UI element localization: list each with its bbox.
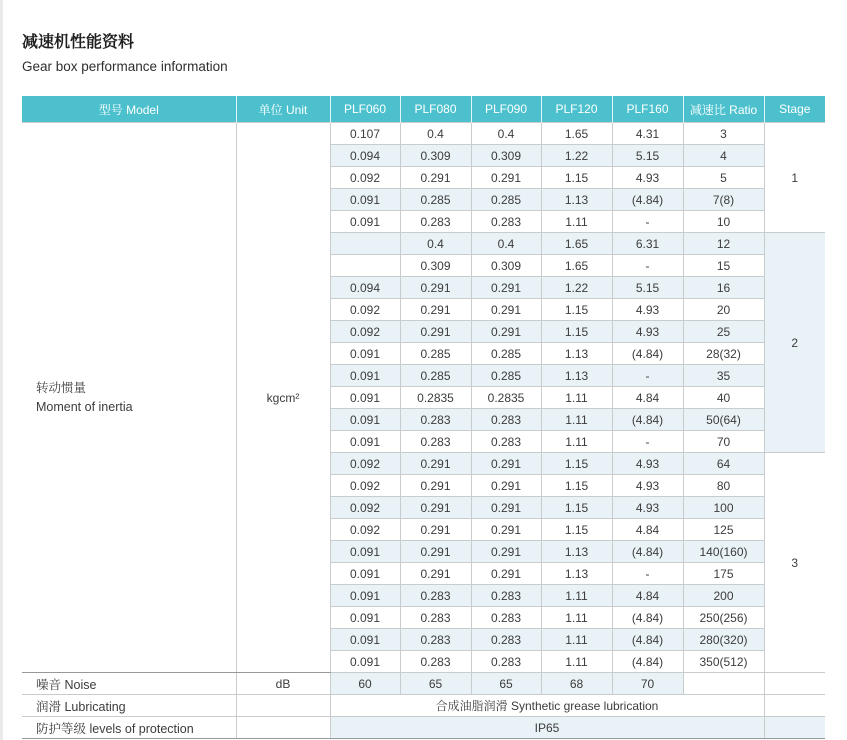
noise-stage-cell bbox=[764, 673, 825, 695]
ratio-cell: 4 bbox=[683, 145, 764, 167]
ratio-cell: 175 bbox=[683, 563, 764, 585]
value-cell: 1.11 bbox=[541, 387, 612, 409]
page-title-zh: 减速机性能资料 bbox=[22, 34, 135, 51]
value-cell: 1.13 bbox=[541, 365, 612, 387]
value-cell: 4.84 bbox=[612, 519, 683, 541]
stage-cell: 3 bbox=[764, 453, 825, 673]
value-cell: 0.091 bbox=[330, 365, 400, 387]
value-cell: 0.291 bbox=[471, 475, 541, 497]
value-cell: 1.11 bbox=[541, 629, 612, 651]
value-cell: 0.091 bbox=[330, 211, 400, 233]
value-cell: - bbox=[612, 365, 683, 387]
ratio-cell: 28(32) bbox=[683, 343, 764, 365]
value-cell: 0.291 bbox=[471, 563, 541, 585]
value-cell: 0.107 bbox=[330, 123, 400, 145]
value-cell: 0.091 bbox=[330, 651, 400, 673]
value-cell: 0.091 bbox=[330, 189, 400, 211]
ratio-cell: 280(320) bbox=[683, 629, 764, 651]
value-cell: 0.091 bbox=[330, 541, 400, 563]
value-cell: 0.094 bbox=[330, 145, 400, 167]
value-cell: - bbox=[612, 563, 683, 585]
value-cell: - bbox=[612, 211, 683, 233]
value-cell: 0.309 bbox=[400, 255, 471, 277]
lubricating-stage-cell bbox=[764, 695, 825, 717]
ratio-cell: 50(64) bbox=[683, 409, 764, 431]
page-title-en: Gear box performance information bbox=[22, 59, 228, 75]
value-cell: 1.13 bbox=[541, 189, 612, 211]
value-cell: 0.091 bbox=[330, 431, 400, 453]
header-row bbox=[22, 96, 825, 123]
value-cell bbox=[330, 233, 400, 255]
value-cell: (4.84) bbox=[612, 651, 683, 673]
value-cell: 0.091 bbox=[330, 409, 400, 431]
value-cell: 0.291 bbox=[400, 563, 471, 585]
value-cell: 0.091 bbox=[330, 387, 400, 409]
value-cell: 1.11 bbox=[541, 607, 612, 629]
noise-value-cell: 65 bbox=[471, 673, 541, 695]
value-cell: 1.15 bbox=[541, 519, 612, 541]
value-cell: 0.4 bbox=[471, 233, 541, 255]
value-cell: 0.291 bbox=[400, 299, 471, 321]
value-cell: 0.285 bbox=[471, 189, 541, 211]
ratio-cell: 20 bbox=[683, 299, 764, 321]
value-cell: 0.4 bbox=[400, 233, 471, 255]
value-cell: 0.285 bbox=[471, 365, 541, 387]
noise-value-cell: 65 bbox=[400, 673, 471, 695]
value-cell: 0.291 bbox=[400, 277, 471, 299]
value-cell: 0.291 bbox=[471, 541, 541, 563]
value-cell: 5.15 bbox=[612, 145, 683, 167]
protection-row bbox=[22, 717, 825, 739]
value-cell: 0.283 bbox=[471, 211, 541, 233]
ratio-cell: 140(160) bbox=[683, 541, 764, 563]
ratio-cell: 100 bbox=[683, 497, 764, 519]
value-cell: 1.11 bbox=[541, 651, 612, 673]
value-cell: - bbox=[612, 255, 683, 277]
value-cell: 1.65 bbox=[541, 255, 612, 277]
value-cell: 0.4 bbox=[471, 123, 541, 145]
table-row bbox=[22, 123, 825, 145]
noise-row bbox=[22, 673, 825, 695]
value-cell: 0.283 bbox=[400, 409, 471, 431]
ratio-cell: 12 bbox=[683, 233, 764, 255]
value-cell: 4.84 bbox=[612, 585, 683, 607]
inertia-label-cell bbox=[22, 123, 236, 673]
ratio-cell: 80 bbox=[683, 475, 764, 497]
lubricating-row bbox=[22, 695, 825, 717]
value-cell: 1.65 bbox=[541, 123, 612, 145]
value-cell: 0.2835 bbox=[400, 387, 471, 409]
value-cell: 0.291 bbox=[400, 475, 471, 497]
value-cell: 0.4 bbox=[400, 123, 471, 145]
value-cell: 0.283 bbox=[471, 651, 541, 673]
value-cell: 0.283 bbox=[471, 585, 541, 607]
ratio-cell: 16 bbox=[683, 277, 764, 299]
value-cell: (4.84) bbox=[612, 343, 683, 365]
value-cell: 0.092 bbox=[330, 519, 400, 541]
value-cell: 0.291 bbox=[471, 321, 541, 343]
lubricating-unit-cell bbox=[236, 695, 330, 717]
column-header-4: PLF080 bbox=[400, 96, 471, 123]
value-cell: 0.092 bbox=[330, 453, 400, 475]
value-cell: 1.13 bbox=[541, 563, 612, 585]
value-cell: 0.283 bbox=[400, 629, 471, 651]
column-header-9: Stage bbox=[764, 96, 825, 123]
ratio-cell: 64 bbox=[683, 453, 764, 475]
ratio-cell: 10 bbox=[683, 211, 764, 233]
value-cell: (4.84) bbox=[612, 607, 683, 629]
inertia-unit-cell: kgcm² bbox=[236, 123, 330, 673]
value-cell: 0.291 bbox=[400, 519, 471, 541]
value-cell: 1.11 bbox=[541, 211, 612, 233]
value-cell: 0.291 bbox=[471, 497, 541, 519]
value-cell: 4.93 bbox=[612, 497, 683, 519]
protection-stage-cell bbox=[764, 717, 825, 739]
value-cell: 0.283 bbox=[471, 431, 541, 453]
ratio-cell: 70 bbox=[683, 431, 764, 453]
noise-unit-cell: dB bbox=[236, 673, 330, 695]
column-header-5: PLF090 bbox=[471, 96, 541, 123]
value-cell: 5.15 bbox=[612, 277, 683, 299]
value-cell: 0.291 bbox=[471, 167, 541, 189]
noise-value-cell: 68 bbox=[541, 673, 612, 695]
value-cell: 0.091 bbox=[330, 607, 400, 629]
value-cell: 0.092 bbox=[330, 321, 400, 343]
value-cell: 0.283 bbox=[471, 409, 541, 431]
value-cell: 1.11 bbox=[541, 431, 612, 453]
ratio-cell: 350(512) bbox=[683, 651, 764, 673]
value-cell: 0.291 bbox=[400, 541, 471, 563]
value-cell: 0.091 bbox=[330, 629, 400, 651]
value-cell: 0.309 bbox=[400, 145, 471, 167]
value-cell bbox=[330, 255, 400, 277]
value-cell: 1.22 bbox=[541, 277, 612, 299]
ratio-cell: 15 bbox=[683, 255, 764, 277]
column-header-6: PLF120 bbox=[541, 96, 612, 123]
value-cell: 1.11 bbox=[541, 409, 612, 431]
inertia-label-zh: 转动惯量 bbox=[36, 380, 87, 395]
value-cell: 4.93 bbox=[612, 453, 683, 475]
value-cell: 0.092 bbox=[330, 167, 400, 189]
value-cell: 0.283 bbox=[400, 211, 471, 233]
value-cell: 1.15 bbox=[541, 453, 612, 475]
value-cell: 0.291 bbox=[400, 453, 471, 475]
value-cell: 4.93 bbox=[612, 167, 683, 189]
value-cell: 0.092 bbox=[330, 497, 400, 519]
ratio-cell: 25 bbox=[683, 321, 764, 343]
inertia-label-en: Moment of inertia bbox=[36, 399, 133, 414]
noise-ratio-cell bbox=[683, 673, 764, 695]
value-cell: 4.31 bbox=[612, 123, 683, 145]
value-cell: 0.309 bbox=[471, 255, 541, 277]
value-cell: 0.291 bbox=[471, 453, 541, 475]
value-cell: 0.291 bbox=[471, 277, 541, 299]
stage-cell: 1 bbox=[764, 123, 825, 233]
value-cell: (4.84) bbox=[612, 629, 683, 651]
value-cell: 1.15 bbox=[541, 321, 612, 343]
protection-label-cell: 防护等级 levels of protection bbox=[22, 717, 236, 739]
column-header-2: 单位 Unit bbox=[236, 96, 330, 123]
value-cell: 0.091 bbox=[330, 563, 400, 585]
lubricating-value-cell: 合成油脂润滑 Synthetic grease lubrication bbox=[330, 695, 764, 717]
value-cell: 0.285 bbox=[471, 343, 541, 365]
value-cell: 4.84 bbox=[612, 387, 683, 409]
column-header-1: 型号 Model bbox=[22, 96, 236, 123]
column-header-3: PLF060 bbox=[330, 96, 400, 123]
column-header-7: PLF160 bbox=[612, 96, 683, 123]
ratio-cell: 5 bbox=[683, 167, 764, 189]
value-cell: 1.13 bbox=[541, 541, 612, 563]
value-cell: 6.31 bbox=[612, 233, 683, 255]
value-cell: (4.84) bbox=[612, 541, 683, 563]
ratio-cell: 200 bbox=[683, 585, 764, 607]
value-cell: 0.283 bbox=[471, 607, 541, 629]
performance-table bbox=[22, 96, 825, 739]
column-header-8: 减速比 Ratio bbox=[683, 96, 764, 123]
value-cell: 1.22 bbox=[541, 145, 612, 167]
value-cell: 0.285 bbox=[400, 189, 471, 211]
lubricating-label-cell: 润滑 Lubricating bbox=[22, 695, 236, 717]
protection-value-cell: IP65 bbox=[330, 717, 764, 739]
table-body bbox=[22, 123, 825, 739]
table-header bbox=[22, 96, 825, 123]
value-cell: 1.65 bbox=[541, 233, 612, 255]
ratio-cell: 7(8) bbox=[683, 189, 764, 211]
value-cell: 0.092 bbox=[330, 475, 400, 497]
protection-unit-cell bbox=[236, 717, 330, 739]
noise-value-cell: 70 bbox=[612, 673, 683, 695]
value-cell: (4.84) bbox=[612, 189, 683, 211]
value-cell: 0.285 bbox=[400, 343, 471, 365]
value-cell: 4.93 bbox=[612, 299, 683, 321]
value-cell: 0.285 bbox=[400, 365, 471, 387]
value-cell: 0.283 bbox=[400, 585, 471, 607]
value-cell: 0.283 bbox=[400, 431, 471, 453]
value-cell: 0.094 bbox=[330, 277, 400, 299]
value-cell: 1.11 bbox=[541, 585, 612, 607]
stage-cell: 2 bbox=[764, 233, 825, 453]
value-cell: 1.15 bbox=[541, 475, 612, 497]
value-cell: 0.291 bbox=[400, 167, 471, 189]
value-cell: 0.291 bbox=[400, 321, 471, 343]
value-cell: - bbox=[612, 431, 683, 453]
value-cell: 0.283 bbox=[471, 629, 541, 651]
value-cell: 4.93 bbox=[612, 475, 683, 497]
noise-value-cell: 60 bbox=[330, 673, 400, 695]
noise-label-cell: 噪音 Noise bbox=[22, 673, 236, 695]
value-cell: (4.84) bbox=[612, 409, 683, 431]
value-cell: 0.092 bbox=[330, 299, 400, 321]
value-cell: 0.291 bbox=[400, 497, 471, 519]
value-cell: 1.13 bbox=[541, 343, 612, 365]
page-edge-shadow bbox=[0, 0, 3, 740]
value-cell: 0.283 bbox=[400, 651, 471, 673]
value-cell: 0.283 bbox=[400, 607, 471, 629]
value-cell: 0.291 bbox=[471, 519, 541, 541]
value-cell: 0.2835 bbox=[471, 387, 541, 409]
ratio-cell: 125 bbox=[683, 519, 764, 541]
ratio-cell: 250(256) bbox=[683, 607, 764, 629]
value-cell: 0.091 bbox=[330, 343, 400, 365]
value-cell: 1.15 bbox=[541, 497, 612, 519]
ratio-cell: 3 bbox=[683, 123, 764, 145]
value-cell: 0.309 bbox=[471, 145, 541, 167]
value-cell: 1.15 bbox=[541, 167, 612, 189]
value-cell: 0.291 bbox=[471, 299, 541, 321]
value-cell: 0.091 bbox=[330, 585, 400, 607]
value-cell: 1.15 bbox=[541, 299, 612, 321]
ratio-cell: 40 bbox=[683, 387, 764, 409]
value-cell: 4.93 bbox=[612, 321, 683, 343]
ratio-cell: 35 bbox=[683, 365, 764, 387]
